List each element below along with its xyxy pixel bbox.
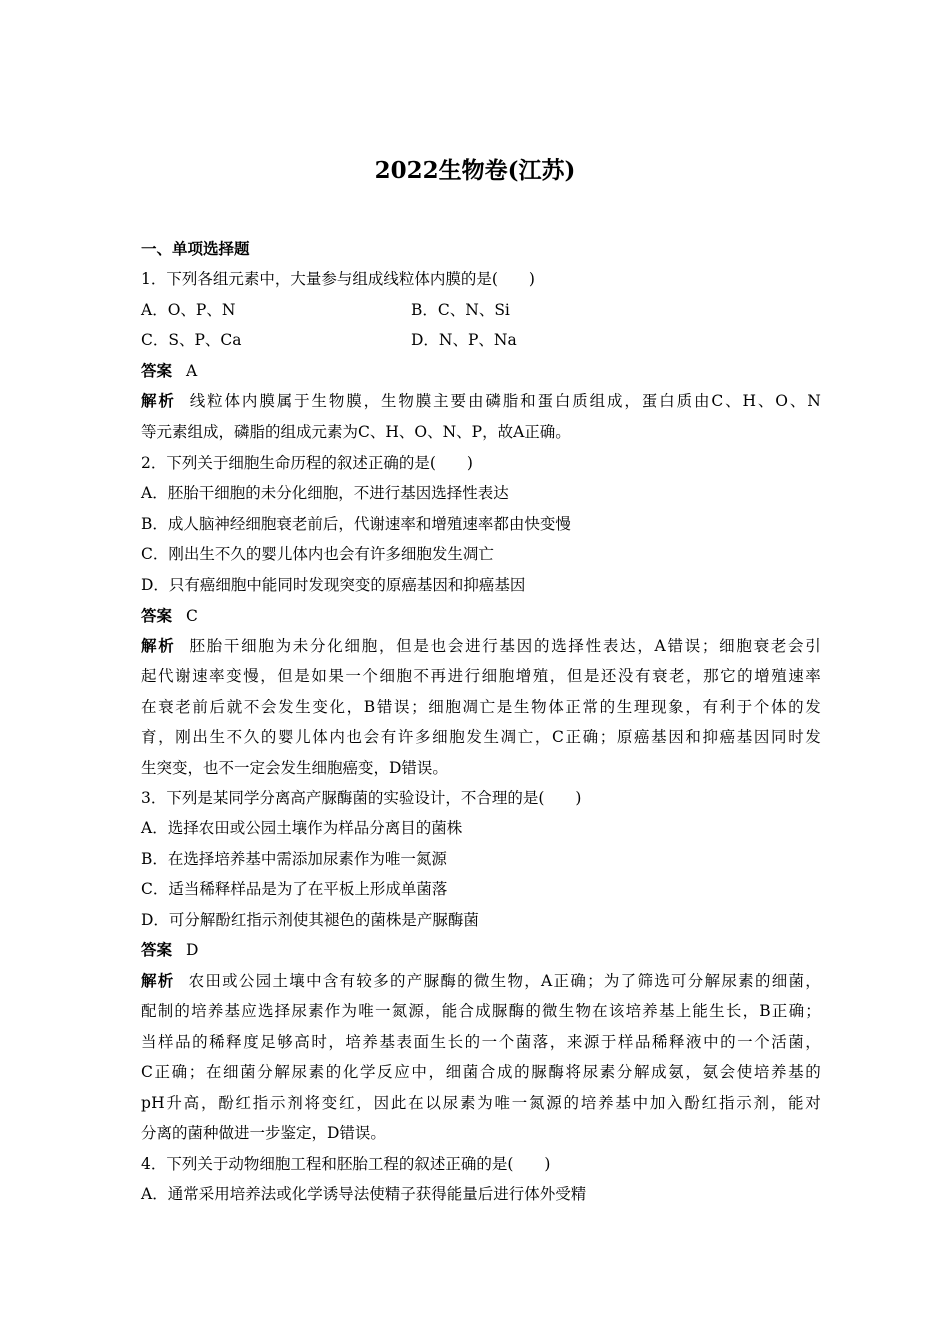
q1-option-b: B．C、N、Si [411, 301, 510, 319]
q3-analysis-line-1 [141, 970, 821, 992]
q1-option-a: A．O、P、N [141, 301, 236, 319]
q2-answer-value: C [186, 607, 198, 625]
q2-stem: 2．下列关于细胞生命历程的叙述正确的是( ) [141, 454, 473, 472]
q2-option-b: B．成人脑神经细胞衰老前后，代谢速率和增殖速率都由快变慢 [141, 515, 571, 533]
q3-option-c: C．适当稀释样品是为了在平板上形成单菌落 [141, 880, 448, 898]
q2-analysis-line-4: 育，刚出生不久的婴儿体内也会有许多细胞发生凋亡，C正确；原癌基因和抑癌基因同时发 [141, 728, 821, 746]
q2-option-d: D．只有癌细胞中能同时发现突变的原癌基因和抑癌基因 [141, 576, 526, 594]
q3-option-d: D．可分解酚红指示剂使其褪色的菌株是产脲酶菌 [141, 911, 479, 929]
q1-answer [141, 360, 821, 382]
q1-analysis-line-1 [141, 390, 821, 412]
q4-option-a: A．通常采用培养法或化学诱导法使精子获得能量后进行体外受精 [141, 1185, 587, 1203]
section-heading: 一、单项选择题 [141, 239, 250, 258]
q2-analysis-line-1 [141, 635, 821, 657]
q1-answer-value: A [186, 362, 198, 380]
analysis-label: 解析 [141, 971, 175, 990]
q3-analysis-text: 农田或公园土壤中含有较多的产脲酶的微生物，A正确；为了筛选可分解尿素的细菌， [188, 972, 822, 990]
q3-answer [141, 939, 821, 961]
q2-analysis-line-2: 起代谢速率变慢，但是如果一个细胞不再进行细胞增殖，但是还没有衰老，那它的增殖速率 [141, 667, 821, 685]
answer-label: 答案 [141, 940, 173, 959]
q3-analysis-line-2: 配制的培养基应选择尿素作为唯一氮源，能合成脲酶的微生物在该培养基上能生长，B正确； [141, 1002, 821, 1020]
q2-analysis-text: 胚胎干细胞为未分化细胞，但是也会进行基因的选择性表达，A错误；细胞衰老会引 [189, 637, 821, 655]
q3-answer-value: D [186, 941, 199, 959]
q3-analysis-line-6: 分离的菌种做进一步鉴定，D错误。 [141, 1124, 386, 1142]
q2-option-c: C．刚出生不久的婴儿体内也会有许多细胞发生凋亡 [141, 545, 494, 563]
q3-stem: 3．下列是某同学分离高产脲酶菌的实验设计，不合理的是( ) [141, 789, 582, 807]
answer-label: 答案 [141, 606, 173, 625]
q3-analysis-line-3: 当样品的稀释度足够高时，培养基表面生长的一个菌落，来源于样品稀释液中的一个活菌， [141, 1033, 821, 1051]
q4-stem: 4．下列关于动物细胞工程和胚胎工程的叙述正确的是( ) [141, 1155, 551, 1173]
analysis-label: 解析 [141, 391, 176, 410]
q1-analysis-text: 线粒体内膜属于生物膜，生物膜主要由磷脂和蛋白质组成，蛋白质由C、H、O、N [189, 392, 821, 410]
analysis-label: 解析 [141, 636, 176, 655]
q3-option-b: B．在选择培养基中需添加尿素作为唯一氮源 [141, 850, 447, 868]
q2-analysis-line-5: 生突变，也不一定会发生细胞癌变，D错误。 [141, 759, 448, 777]
answer-label: 答案 [141, 361, 173, 380]
q3-option-a: A．选择农田或公园土壤作为样品分离目的菌株 [141, 819, 463, 837]
q2-option-a: A．胚胎干细胞的未分化细胞，不进行基因选择性表达 [141, 484, 509, 502]
page-title: 2022生物卷(江苏) [374, 157, 576, 184]
q3-analysis-line-4: C正确；在细菌分解尿素的化学反应中，细菌合成的脲酶将尿素分解成氨，氨会使培养基的 [141, 1063, 821, 1081]
q1-analysis-line-2: 等元素组成，磷脂的组成元素为C、H、O、N、P，故A正确。 [141, 423, 571, 441]
q2-answer [141, 605, 821, 627]
q1-stem: 1．下列各组元素中，大量参与组成线粒体内膜的是( ) [141, 270, 535, 288]
q2-analysis-line-3: 在衰老前后就不会发生变化，B错误；细胞凋亡是生物体正常的生理现象，有利于个体的发 [141, 698, 821, 716]
q1-option-d: D．N、P、Na [411, 331, 517, 349]
q3-analysis-line-5: pH升高，酚红指示剂将变红，因此在以尿素为唯一氮源的培养基中加入酚红指示剂，能对 [141, 1094, 821, 1112]
q1-option-c: C．S、P、Ca [141, 331, 242, 349]
